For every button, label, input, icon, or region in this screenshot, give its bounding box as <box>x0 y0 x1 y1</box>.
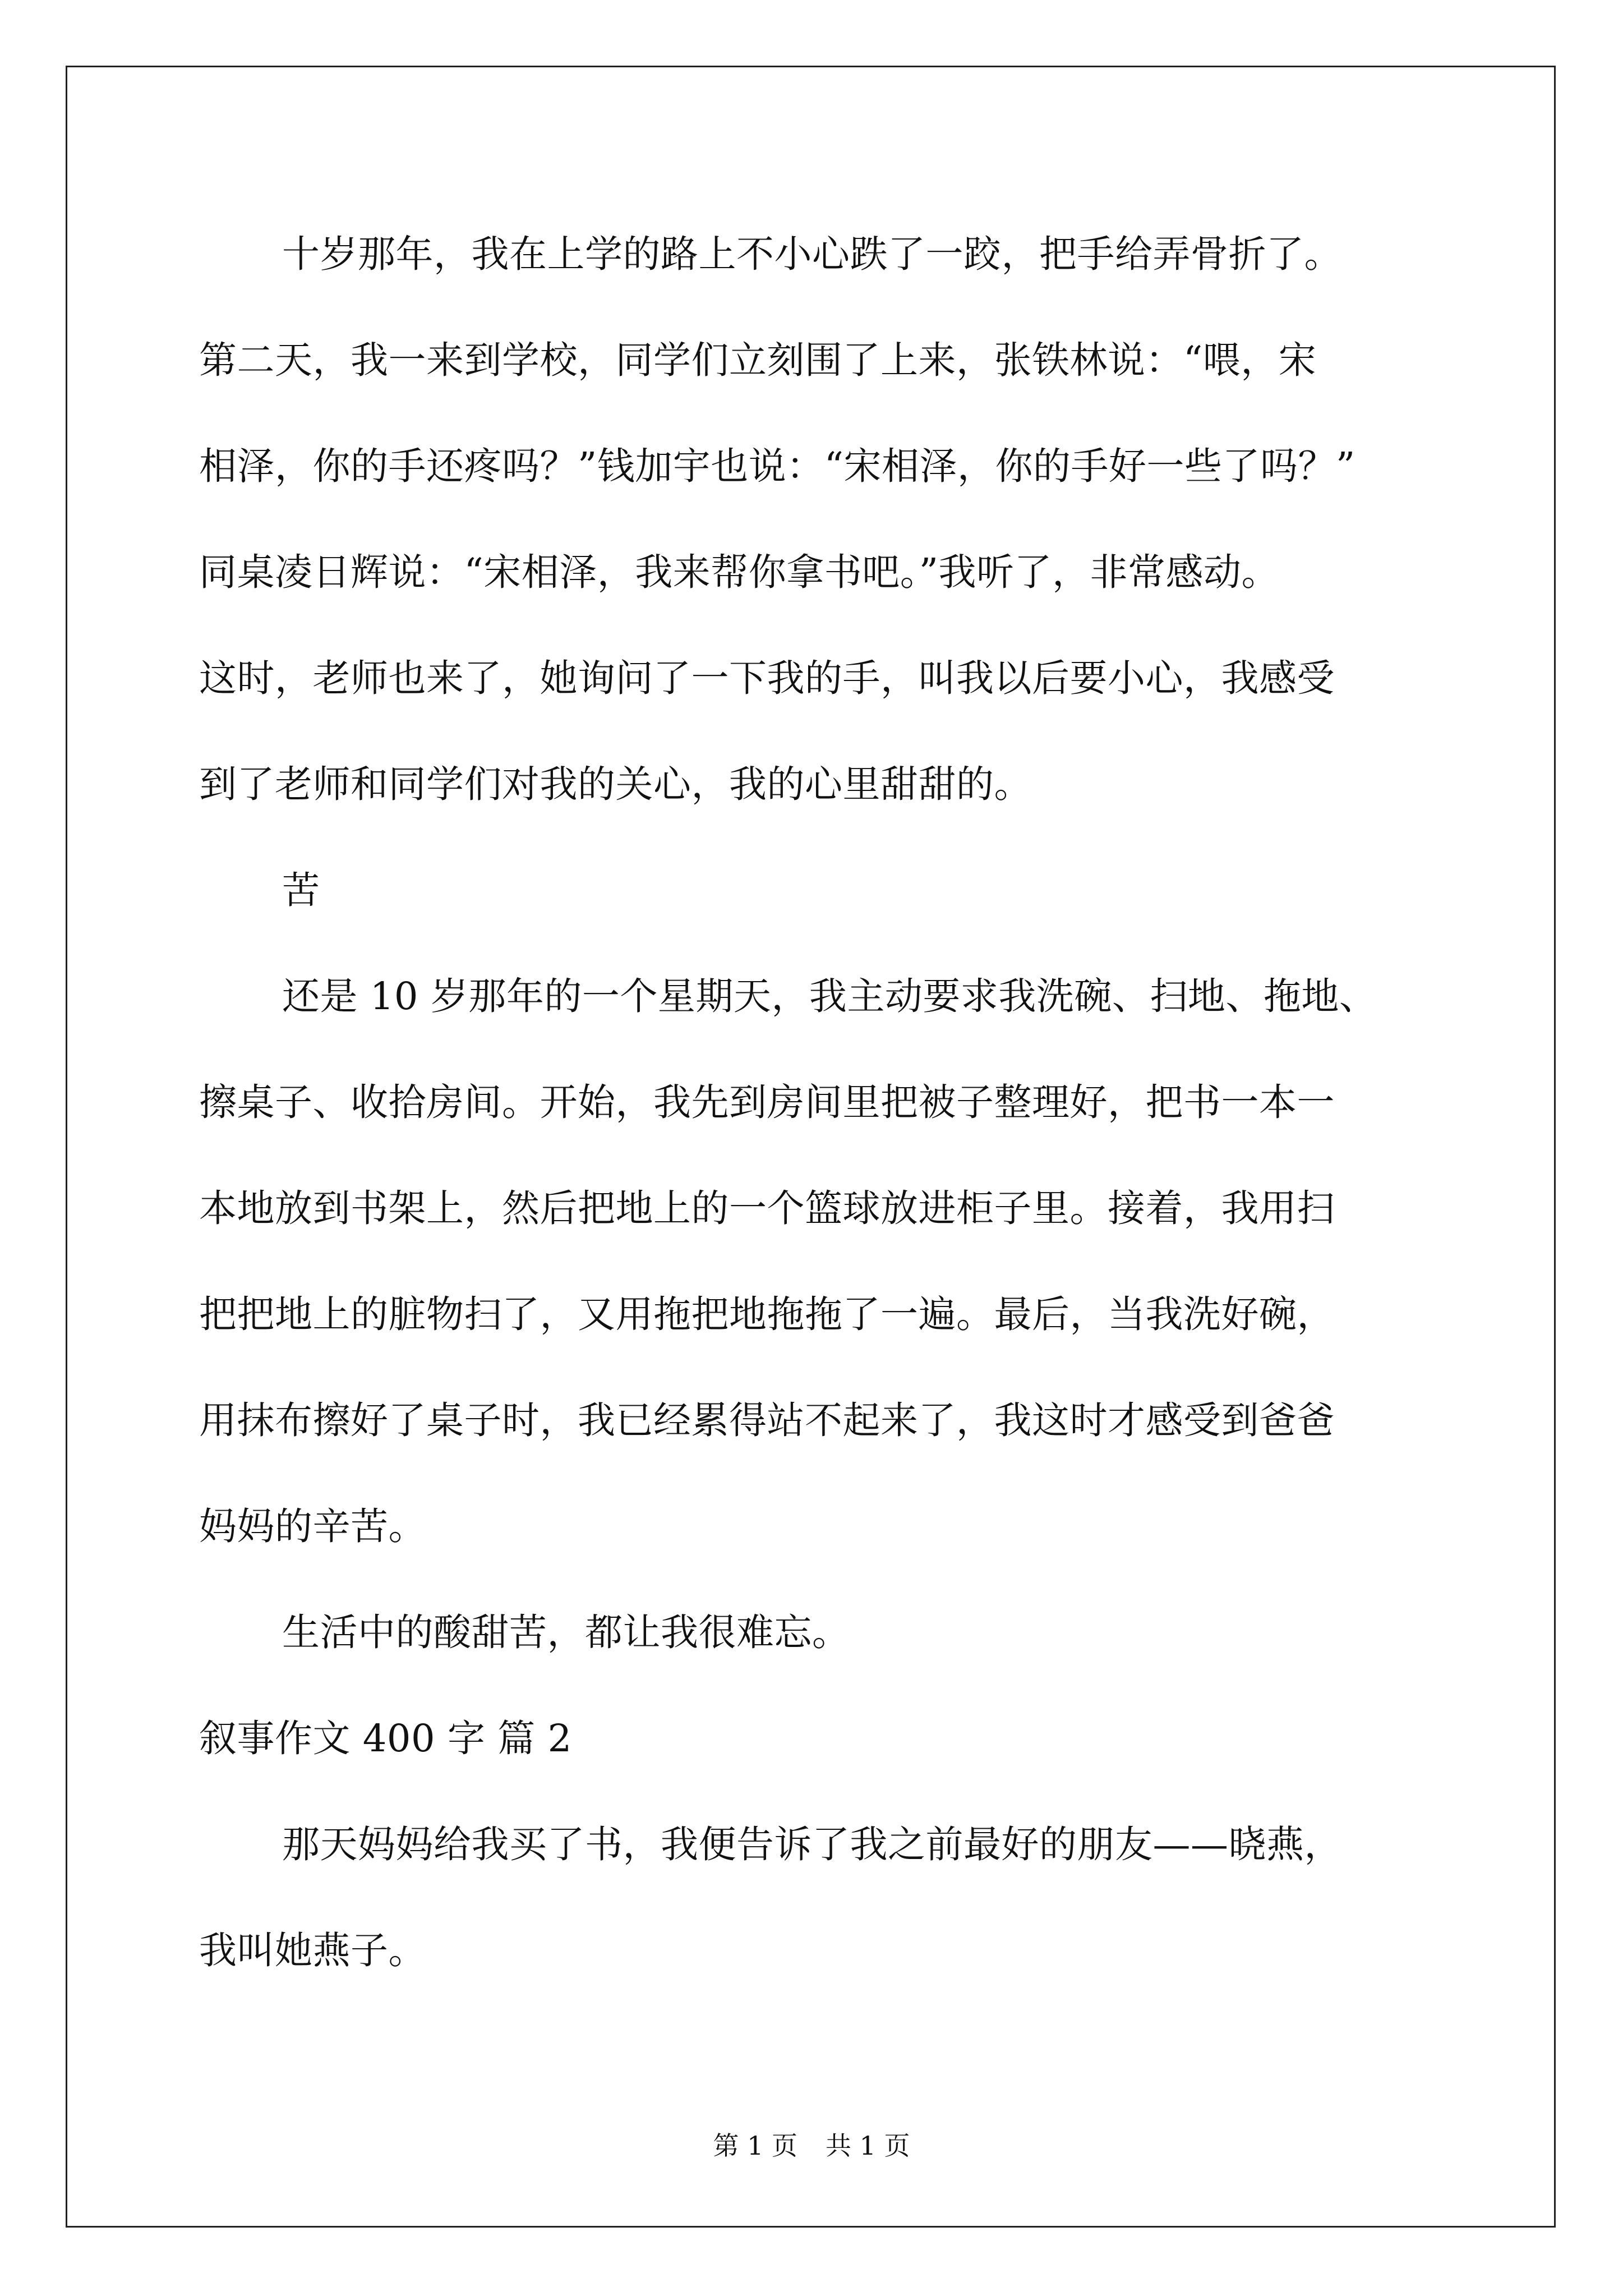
paragraph-line: 生活中的酸甜苦，都让我很难忘。 <box>282 1611 850 1654</box>
paragraph-line: 本地放到书架上，然后把地上的一个篮球放进柜子里。接着，我用扫 <box>199 1186 1335 1230</box>
paragraph-line: 同桌凌日辉说：“宋相泽，我来帮你拿书吧。”我听了，非常感动。 <box>199 550 1280 594</box>
paragraph-line: 我叫她燕子。 <box>199 1929 426 1972</box>
page-number: 第 1 页 <box>713 2131 797 2161</box>
section-heading: 苦 <box>282 868 320 912</box>
paragraph-line: 第二天，我一来到学校，同学们立刻围了上来，张铁林说：“喂，宋 <box>199 338 1317 382</box>
page-footer <box>0 2130 1623 2161</box>
page-border <box>66 66 1556 2228</box>
paragraph-line: 十岁那年，我在上学的路上不小心跌了一跤，把手给弄骨折了。 <box>282 232 1342 276</box>
paragraph-line: 这时，老师也来了，她询问了一下我的手，叫我以后要小心，我感受 <box>199 656 1335 700</box>
paragraph-line: 到了老师和同学们对我的关心，我的心里甜甜的。 <box>199 762 1032 806</box>
paragraph-line: 那天妈妈给我买了书，我便告诉了我之前最好的朋友——晓燕， <box>282 1823 1342 1866</box>
article-title: 叙事作文 400 字 篇 2 <box>199 1717 572 1760</box>
paragraph-line: 还是 10 岁那年的一个星期天，我主动要求我洗碗、扫地、拖地、 <box>282 974 1377 1018</box>
paragraph-line: 擦桌子、收拾房间。开始，我先到房间里把被子整理好，把书一本一 <box>199 1080 1335 1124</box>
paragraph-line: 相泽，你的手还疼吗？”钱加宇也说：“宋相泽，你的手好一些了吗？” <box>199 444 1355 488</box>
paragraph-line: 把把地上的脏物扫了，又用拖把地拖拖了一遍。最后，当我洗好碗， <box>199 1292 1335 1336</box>
paragraph-line: 妈妈的辛苦。 <box>199 1504 426 1548</box>
page-total: 共 1 页 <box>826 2131 910 2161</box>
paragraph-line: 用抹布擦好了桌子时，我已经累得站不起来了，我这时才感受到爸爸 <box>199 1398 1335 1442</box>
